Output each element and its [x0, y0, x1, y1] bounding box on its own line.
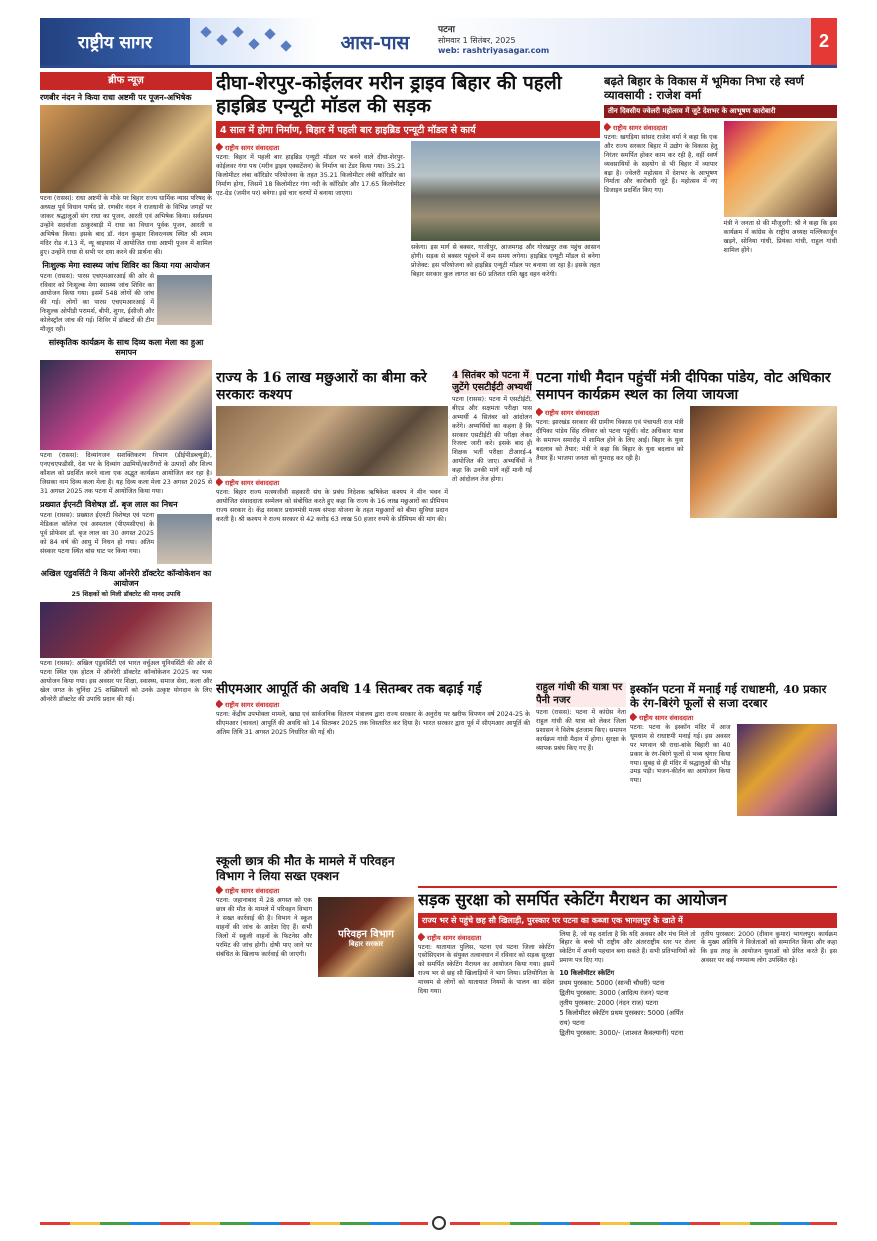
- story-headline[interactable]: अखिल एडुवर्सिटी ने किया ऑनरेरी डॉक्टरेट कॉन्वोकेशन का आयोजन: [40, 568, 212, 588]
- story-headline[interactable]: सीएमआर आपूर्ति की अवधि 14 सितम्बर तक बढ़ाई गई: [216, 682, 482, 697]
- page-footer: [40, 1218, 837, 1228]
- jewellery-story: [604, 72, 837, 362]
- story-text: पटना: यातायात पुलिस, पटना एवं पटना जिला स्केटिंग एसोसिएशन के संयुक्त तत्वावधान में रविवार को सड़क सुरक्षा को समर्पित स्केटिंग मैराथन का आयोजन किया गया। इसमें राज्य भर से छह सौ खिलाड़ियों ने भाग लिया। प्रतियोगिता के माध्यम से लोगों को यातायात नियमों के पालन का संदेश दिया गया।: [418, 943, 555, 996]
- story-headline[interactable]: बढ़ते बिहार के विकास में भूमिका निभा रहे स्वर्ण व्यावसायी : राजेश वर्मा: [604, 74, 804, 103]
- story-text: पटना (रासस): पटना में एसटीईटी, बीएड और सक्षमता परीक्षा पास अभ्यर्थी 4 सितंबर को आंदोलन करेंगे। अभ्यर्थियों का कहना है कि सरकार एसटीईटी की परीक्षा लेकर रिजल्ट जारी करे। इसके बाद ही शिक्षक भर्ती परीक्षा टीआरई-4 आयोजित की जाए। अभ्यर्थियों ने कहा कि उनकी मांगें नहीं मानी गईं तो आंदोलन तेज होगा।: [452, 395, 532, 484]
- story-text: पटना (रासस): अखिल एडुवर्सिटी एवं भारत वर्चुअल यूनिवर्सिटी की ओर से पटना स्थित एक होटल में ऑनरेरी डॉक्टरेट कॉन्वोकेशन 2025 का भव्य आयोजन किया गया। इस अवसर पर शिक्षा, स्वास्थ्य, समाज सेवा, कला और खेल जगत के चुनिंदा 25 शख्सियतों को उनके उत्कृष्ट योगदान के लिए ऑनरेरी डॉक्टरेट की उपाधि प्रदान की गई।: [40, 659, 212, 703]
- lead-subheadline: 4 साल में होगा निर्माण, बिहार में पहली बार हाइब्रिड एन्यूटी मॉडल से कार्य: [216, 121, 600, 138]
- lead-headline[interactable]: दीघा-शेरपुर-कोईलवर मरीन ड्राइव बिहार की पहली हाइब्रिड एन्यूटी मॉडल की सड़क: [216, 72, 562, 118]
- prize-title: 10 किलोमीटर स्केटिंग: [559, 969, 615, 978]
- story-text: पटना: बिहार में पहली बार हाइब्रिड एन्यूटी मॉडल पर बनने वाले दीघा-शेरपुर-कोईलवर गंगा पथ (मरीन ड्राइव एक्सटेंशन) के निर्माण का टेंडर किया गया। 35.21 किलोमीटर लंबा कॉरिडोर परियोजना के तहत 35.21 किलोमीटर लंबी कॉरिडोर का निर्माण होगा, जिसमें 18 किलोमीटर गंगा नदी के कॉरिडोर और 17.65 किलोमीटर एट-ग्रेड (जमीन पर) बनेगा। इसे चार चरणों में बनाया जाएगा।: [216, 154, 405, 198]
- edition-date: सोमवार 1 सितंबर, 2025: [438, 36, 516, 45]
- prize-item: प्रथम पुरस्कार: 5000 (सान्वी चौधरी) पटना: [559, 979, 665, 988]
- newspaper-logo: राष्ट्रीय सागर: [40, 18, 190, 65]
- story-headline[interactable]: राज्य के 16 लाख मछुआरों का बीमा करे सरकारः कश्यप: [216, 370, 427, 404]
- photo-divya-kala-mela: [40, 360, 212, 450]
- rahul-story: [536, 680, 626, 840]
- story-text: पटना: पटना के इस्कॉन मंदिर में आज धूमधाम से राधाष्टमी मनाई गई। इस अवसर पर भगवान श्री राधा-बांके बिहारी का 40 प्रकार के रंग-बिरंगे फूलों से भव्य श्रृंगार किया गया। सुबह से ही मंदिर में श्रद्धालुओं की भीड़ उमड़ पड़ी। भजन-कीर्तन का आयोजन किया गया।: [630, 723, 731, 785]
- story-headline[interactable]: 4 सितंबर को पटना में जुटेंगे एसटीईटी अभ्यर्थी: [452, 370, 532, 393]
- website-link[interactable]: web: rashtriyasagar.com: [438, 46, 550, 55]
- masthead-meta: [430, 18, 811, 65]
- byline: राष्ट्रीय सागर संवाददाता: [604, 123, 718, 132]
- story-headline[interactable]: सांस्कृतिक कार्यक्रम के साथ दिव्य कला मेला का हुआ समापन: [48, 338, 204, 358]
- transport-story: [216, 852, 414, 1212]
- story-headline[interactable]: निःशुल्क मेगा स्वास्थ्य जांच शिविर का किया गया आयोजन: [42, 260, 210, 270]
- cmr-story: [216, 680, 530, 840]
- photo-health-camp: [157, 275, 212, 325]
- masthead-decoration: [190, 18, 320, 65]
- story-text: पटना (रासस): राधा अष्टमी के मौके पर बिहार राज्य धार्मिक न्यास परिषद के अध्यक्ष पूर्व विधान पार्षद प्रो. रणबीर नंदन ने राजधानी के विभिन्न जगहों पर जाकर श्रद्धालुओं संग राधा का पूजन, आरती एवं अभिषेक किया। सर्वप्रथम उन्होंने सदर्वाजा ठाकुरबाड़ी में राधा का विधान पूर्वक पूजन, आरती व अभिषेक किया। इसके बाद डॉ. नंदन कुम्हार शिवरत्नस्थ स्थित श्री श्याम मंदिर रोड नं.13 में, न्यू बाइपास में आयोजित राधा अष्टमी पूजन में शामिल हुए। उन्होंने राधा से सभी पर दया करने की प्रार्थना की।: [40, 195, 212, 256]
- prize-item: 5 किलोमीटर स्केटिंग प्रथम पुरस्कार: 5000 (अर्पित राय) पटना: [559, 1008, 684, 1027]
- story-subheadline: तीन दिवसीय ज्वेलरी महोत्सव में जुटे देशभर के आभूषण कारोबारी: [604, 105, 837, 118]
- story-headline[interactable]: पटना गांधी मैदान पहुंचीं मंत्री दीपिका पांडेय, वोट अधिकार समापन कार्यक्रम स्थल का लिया जायजा: [536, 370, 831, 404]
- story-text: पटना (रासस): प्रख्यात ईएनटी विशेषज्ञ एवं पटना मेडिकल कॉलेज एवं अस्पताल (पीएमसीएच) के पूर्व प्रोफेसर डॉ. बृज लाल का 30 अगस्त 2025 को 84 वर्ष की आयु में निधन हो गया। अंतिम संस्कार पटना स्थित बांस घाट पर किया गया।: [40, 511, 154, 555]
- story-text: पटना: झारखंड सरकार की ग्रामीण विकास एवं पंचायती राज मंत्री दीपिका पांडेय सिंह रविवार को पटना पहुंचीं। वोट अधिकार यात्रा के समापन समारोह में शामिल होने के लिए आईं। बिहार के युवा बदलाव को तैयार: मंत्री ने कहा कि बिहार के युवा बदलाव को तैयार हैं। भाजपा जनता को गुमराह कर रही है।: [536, 419, 684, 462]
- story-text: पटना (रासस): दिव्यांगजन सशक्तिकरण विभाग (डीईपीडब्ल्यूडी), एनएचएफडीसी, देश भर के दिव्यांग उद्यमियों/कारीगरों के उत्पादों और शिल्प कौशल को प्रदर्शित करने वाला एक अद्भुत कार्यक्रम आयोजित कर रहा है। जिसका नाम दिव्य कला मेला है। यह दिव्य कला मेला 23 अगस्त 2025 से 31 अगस्त 2025 तक पटना में आयोजित किया गया।: [40, 452, 212, 495]
- photo-dr-brij-lal: [157, 514, 212, 564]
- photo-jewellery-festival: [724, 121, 838, 217]
- story-text: सकेगा। इस मार्ग से बक्सर, गाजीपुर, आजमगढ़ और गोरखपुर तक पहुंच आसान होगी। सड़क से बक्सर पहुंचने में कम समय लगेगा। हाइब्रिड एन्यूटी मॉडल से बनेगा प्रोजेक्ट: इस परियोजना को हाइब्रिड एन्यूटी मॉडल पर बनाया जा रहा है। इसके तहत बिहार सरकार कुल लागत का 60 प्रतिशत राशि खुद वहन करेगी।: [411, 244, 600, 279]
- prize-item: द्वितीय पुरस्कार: 3000/- (शाश्वत कैवल्यानी) पटना: [559, 1028, 684, 1037]
- byline: राष्ट्रीय सागर संवाददाता: [216, 478, 448, 487]
- story-text: पटना: बिहार राज्य मत्स्यजीवी सहकारी संघ के प्रबंध निदेशक ऋषिकेश कश्यप ने मीन भवन में आयोजित संवाददाता सम्मेलन को संबोधित करते हुए कहा कि राज्य के 16 लाख मछुआरों का प्रीमियम राज्य सरकार दे। केंद्र सरकार प्रधानमंत्री मत्स्य संपदा योजना के तहत मछुआरों को बीमा सुविधा प्रदान करती है। श्री कश्यप ने राज्य सरकार से 42 करोड़ 63 लाख 50 हजार रुपये के प्रीमियम की मांग की।: [216, 489, 448, 523]
- story-text: पटना (रासस): पटना में कांग्रेस नेता राहुल गांधी की यात्रा को लेकर जिला प्रशासन ने विशेष इंतजाम किए। समापन कार्यक्रम गांधी मैदान में होगा। सुरक्षा के व्यापक प्रबंध किए गए हैं।: [536, 709, 626, 752]
- page-number: 2: [811, 18, 837, 65]
- fishermen-story: [216, 368, 448, 668]
- dipika-story: [536, 368, 837, 668]
- photo-transport-board: परिवहन विभाग बिहार सरकार: [318, 897, 414, 977]
- story-headline[interactable]: इस्कॉन पटना में मनाई गई राधाष्टमी, 40 प्रकार के रंग-बिरंगे फूलों से सजा दरबार: [630, 682, 827, 711]
- registration-mark-icon: [432, 1216, 446, 1230]
- prize-item: तृतीय पुरस्कार: 2000 (नंदन राज) पटना: [559, 998, 659, 1007]
- byline: राष्ट्रीय सागर संवाददाता: [630, 713, 837, 722]
- skating-story: [418, 886, 837, 1212]
- story-text: पटना (रासस): पारस एचएमआरआई की ओर से रविवार को निःशुल्क मेगा स्वास्थ्य जांच शिविर का आयोजन किया गया। इसमें 548 लोगों की जांच की गई। लोगों का पारस एचएमआरआई में निःशुल्क ओपीडी परामर्श, बीपी, शुगर, ईसीजी और कोलेस्ट्रॉल जांच की गई। शिविर में डॉक्टरों की टीम मौजूद रही।: [40, 272, 154, 334]
- masthead: [40, 18, 837, 68]
- story-text: लिया है, जो यह दर्शाता है कि यदि अवसर और मंच मिले तो बिहार के बच्चे भी राष्ट्रीय और अंतरराष्ट्रीय स्तर पर रोलर स्केटिंग में अपनी पहचान बना सकते हैं। सभी प्रतिभागियों को प्रमाण पत्र दिए गए।: [559, 930, 696, 965]
- byline: राष्ट्रीय सागर संवाददाता: [216, 143, 405, 152]
- story-headline[interactable]: सड़क सुरक्षा को समर्पित स्केटिंग मैराथन का आयोजन: [418, 890, 727, 909]
- stet-story: [452, 368, 532, 668]
- story-text: पटना: खगड़िया सांसद राजेश वर्मा ने कहा कि एक और राज्य सरकार बिहार में उद्योग के विकास हेतु निरंतर समर्पित होकर काम कर रही है, वहीं स्वर्ण व्यवसायियों के सहयोग से भी बिहार में व्यापार बढ़ा है। ज्वेलरी महोत्सव में देशभर के आभूषण निर्माता और कारोबारी जुटे हैं। महोत्सव में नए डिजाइन प्रदर्शित किए गए।: [604, 133, 718, 195]
- story-headline[interactable]: प्रख्यात ईएनटी विशेषज्ञ डॉ. बृज लाल का निधन: [40, 499, 178, 509]
- story-headline[interactable]: राहुल गांधी की यात्रा पर पैनी नजर: [536, 682, 626, 707]
- byline: राष्ट्रीय सागर संवाददाता: [536, 408, 684, 417]
- photo-marine-drive: [411, 141, 600, 241]
- story-headline[interactable]: रणबीर नंदन ने किया राधा अष्टमी पर पूजन-अभिषेक: [40, 93, 192, 102]
- story-text: पटना: केंद्रीय उपभोक्ता मामले, खाद्य एवं सार्वजनिक वितरण मंत्रालय द्वारा राज्य सरकार के अनुरोध पर खरीफ विपणन वर्ष 2024-25 के सीएमआर (चावल) आपूर्ति की अवधि को 14 सितम्बर 2025 तक विस्तारित कर दिया है। भारत सरकार द्वारा पूर्व में सीएमआर आपूर्ति की अंतिम तिथि 31 अगस्त 2025 निर्धारित की गई थी।: [216, 710, 530, 736]
- photo-radha-ashtami: [40, 105, 212, 193]
- photo-convocation: [40, 602, 212, 658]
- story-subheadline: राज्य भर से पहुंचे छह सौ खिलाड़ी, पुरस्कार पर पटना का कब्जा एक भागलपुर के खाते में: [418, 913, 837, 928]
- lead-story: [216, 72, 600, 362]
- photo-iskcon-temple: [737, 724, 838, 816]
- prize-item: द्वितीय पुरस्कार: 3000 (आदित्य रंजन) पटना: [559, 989, 669, 998]
- story-text: तृतीय पुरस्कार: 2000 (दीवान कुमार) भागलपुर। कार्यक्रम के मुख्य अतिथि ने विजेताओं को सम्मानित किया और कहा कि इस तरह के आयोजन युवाओं को प्रेरित करते हैं। इस अवसर पर कई गणमान्य लोग उपस्थित रहे।: [700, 930, 837, 965]
- brief-news-label: ब्रीफ न्यूज़: [40, 72, 212, 90]
- footer-colour-bar: [450, 1222, 838, 1225]
- story-headline[interactable]: स्कूली छात्र की मौत के मामले में परिवहन विभाग ने लिया सख्त एक्शन: [216, 854, 395, 883]
- photo-press-conference: [216, 406, 448, 476]
- iskcon-story: [630, 680, 837, 880]
- brief-news-column: [40, 72, 212, 1212]
- story-text: मंत्री ने जनता से की मौजूदगी: श्री ने कहा कि इस कार्यक्रम में कांग्रेस के राष्ट्रीय अध्यक्ष मल्लिकार्जुन खड़गे, सोनिया गांधी, प्रियंका गांधी, राहुल गांधी शामिल होंगे।: [723, 219, 837, 254]
- story-text: पटना: जहानाबाद में 28 अगस्त को एक छात्र की मौत के मामले में परिवहन विभाग ने सख्त कार्रवाई की है। विभाग ने स्कूल वाहनों की जांच के आदेश दिए हैं। सभी जिलों में स्कूली वाहनों के फिटनेस और परमिट की जांच होगी। दोषी पाए जाने पर संबंधित के खिलाफ कार्रवाई की जाएगी।: [216, 897, 312, 958]
- photo-minister-dipika: [690, 406, 838, 518]
- story-subhead: 25 शिक्षकों को मिली डॉक्टरेट की मानद उपाधि: [71, 590, 181, 598]
- byline: राष्ट्रीय सागर संवाददाता: [216, 886, 414, 895]
- footer-colour-bar: [40, 1222, 428, 1225]
- byline: राष्ट्रीय सागर संवाददाता: [216, 700, 530, 709]
- byline: राष्ट्रीय सागर संवाददाता: [418, 933, 554, 942]
- edition-city: पटना: [438, 25, 455, 35]
- section-title: आस-पास: [340, 31, 410, 54]
